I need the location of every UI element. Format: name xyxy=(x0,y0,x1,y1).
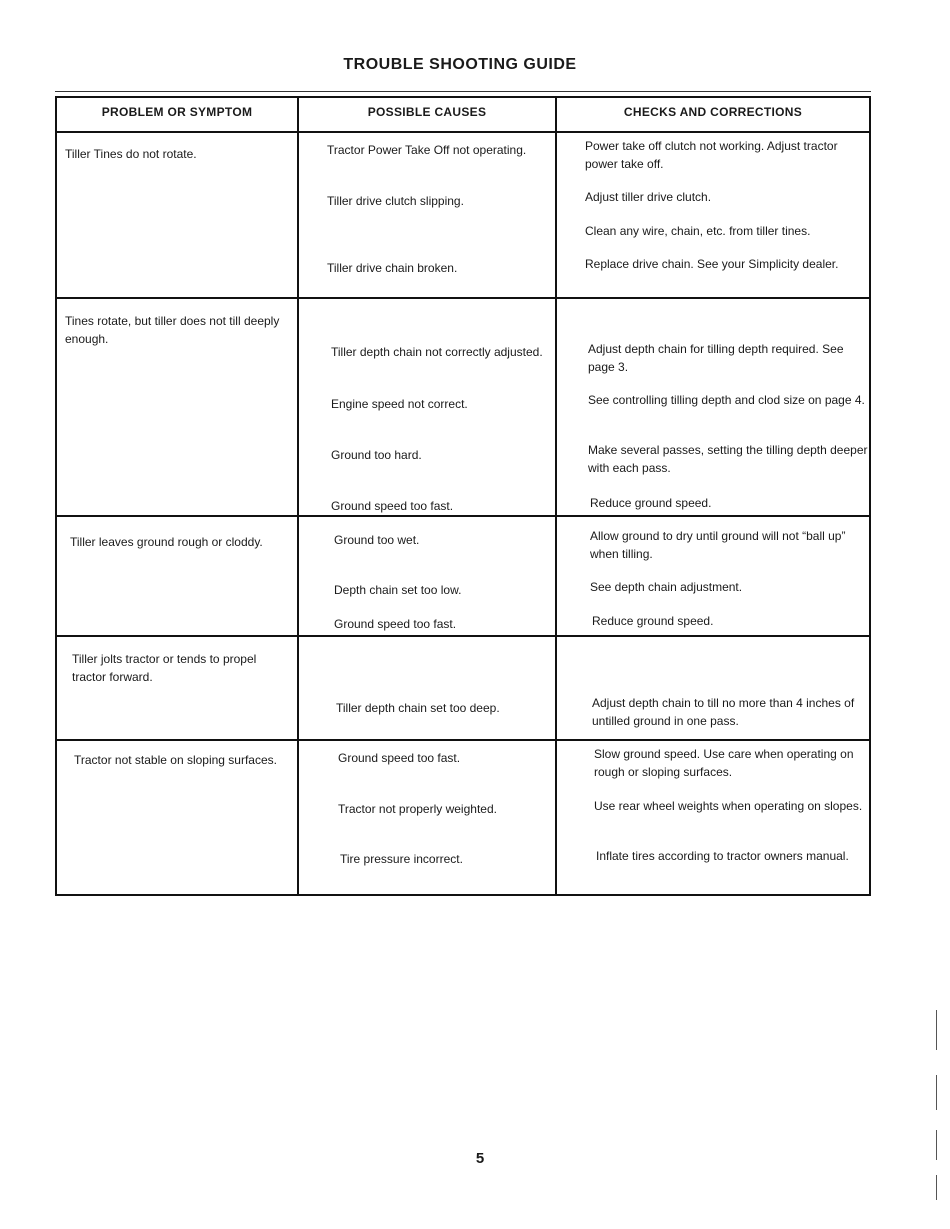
check-cell: Use rear wheel weights when operating on slopes. xyxy=(594,799,863,813)
cause-cell: Ground speed too fast. xyxy=(338,751,461,765)
check-cell: Allow ground to dry until ground will not “ball up” when tilling. xyxy=(590,529,846,561)
check-cell: Slow ground speed. Use care when operating on rough or sloping surfaces. xyxy=(594,747,854,779)
cause-cell: Engine speed not correct. xyxy=(331,397,468,411)
check-cell: Inflate tires according to tractor owners manual. xyxy=(596,849,849,863)
problem-cell: Tines rotate, but tiller does not till deeply enough. xyxy=(65,314,280,346)
column-divider-1 xyxy=(297,96,299,896)
problem-cell: Tractor not stable on sloping surfaces. xyxy=(74,753,277,767)
check-cell: See depth chain adjustment. xyxy=(590,580,743,594)
header-problem: PROBLEM OR SYMPTOM xyxy=(101,105,253,119)
row-divider-2 xyxy=(55,515,871,517)
check-cell: Adjust depth chain to till no more than 4 inches of untilled ground in one pass. xyxy=(592,696,855,728)
scan-edge-mark xyxy=(936,1175,937,1200)
check-cell: Power take off clutch not working. Adjust tractor power take off. xyxy=(585,139,838,171)
check-cell: Clean any wire, chain, etc. from tiller tines. xyxy=(585,224,811,238)
check-cell: Reduce ground speed. xyxy=(592,614,714,628)
cause-cell: Tiller depth chain not correctly adjusted. xyxy=(331,345,543,359)
check-cell: Make several passes, setting the tilling depth deeper with each pass. xyxy=(588,443,868,475)
cause-cell: Tractor Power Take Off not operating. xyxy=(327,143,527,157)
problem-cell: Tiller Tines do not rotate. xyxy=(65,147,197,161)
check-cell: See controlling tilling depth and clod size on page 4. xyxy=(588,393,865,407)
scan-edge-mark xyxy=(936,1010,937,1050)
cause-cell: Depth chain set too low. xyxy=(334,583,462,597)
check-cell: Replace drive chain. See your Simplicity dealer. xyxy=(585,257,839,271)
cause-cell: Ground too wet. xyxy=(334,533,420,547)
header-causes: POSSIBLE CAUSES xyxy=(367,105,487,119)
table-top-rule xyxy=(55,91,871,92)
cause-cell: Tiller depth chain set too deep. xyxy=(336,701,500,715)
cause-cell: Tire pressure incorrect. xyxy=(340,852,463,866)
check-cell: Adjust tiller drive clutch. xyxy=(585,190,712,204)
cause-cell: Ground speed too fast. xyxy=(331,499,454,513)
check-cell: Reduce ground speed. xyxy=(590,496,712,510)
cause-cell: Tiller drive clutch slipping. xyxy=(327,194,464,208)
scan-edge-mark xyxy=(936,1075,937,1110)
problem-cell: Tiller leaves ground rough or cloddy. xyxy=(70,535,263,549)
row-divider-1 xyxy=(55,297,871,299)
problem-cell: Tiller jolts tractor or tends to propel tractor forward. xyxy=(72,652,257,684)
cause-cell: Tractor not properly weighted. xyxy=(338,802,497,816)
page-number: 5 xyxy=(475,1150,485,1167)
row-divider-4 xyxy=(55,739,871,741)
check-cell: Adjust depth chain for tilling depth required. See page 3. xyxy=(588,342,844,374)
header-checks: CHECKS AND CORRECTIONS xyxy=(623,105,803,119)
column-divider-2 xyxy=(555,96,557,896)
cause-cell: Ground speed too fast. xyxy=(334,617,457,631)
cause-cell: Tiller drive chain broken. xyxy=(327,261,458,275)
header-divider xyxy=(55,131,871,133)
cause-cell: Ground too hard. xyxy=(331,448,422,462)
scan-edge-mark xyxy=(936,1130,937,1160)
row-divider-3 xyxy=(55,635,871,637)
page-title: TROUBLE SHOOTING GUIDE xyxy=(343,56,577,73)
